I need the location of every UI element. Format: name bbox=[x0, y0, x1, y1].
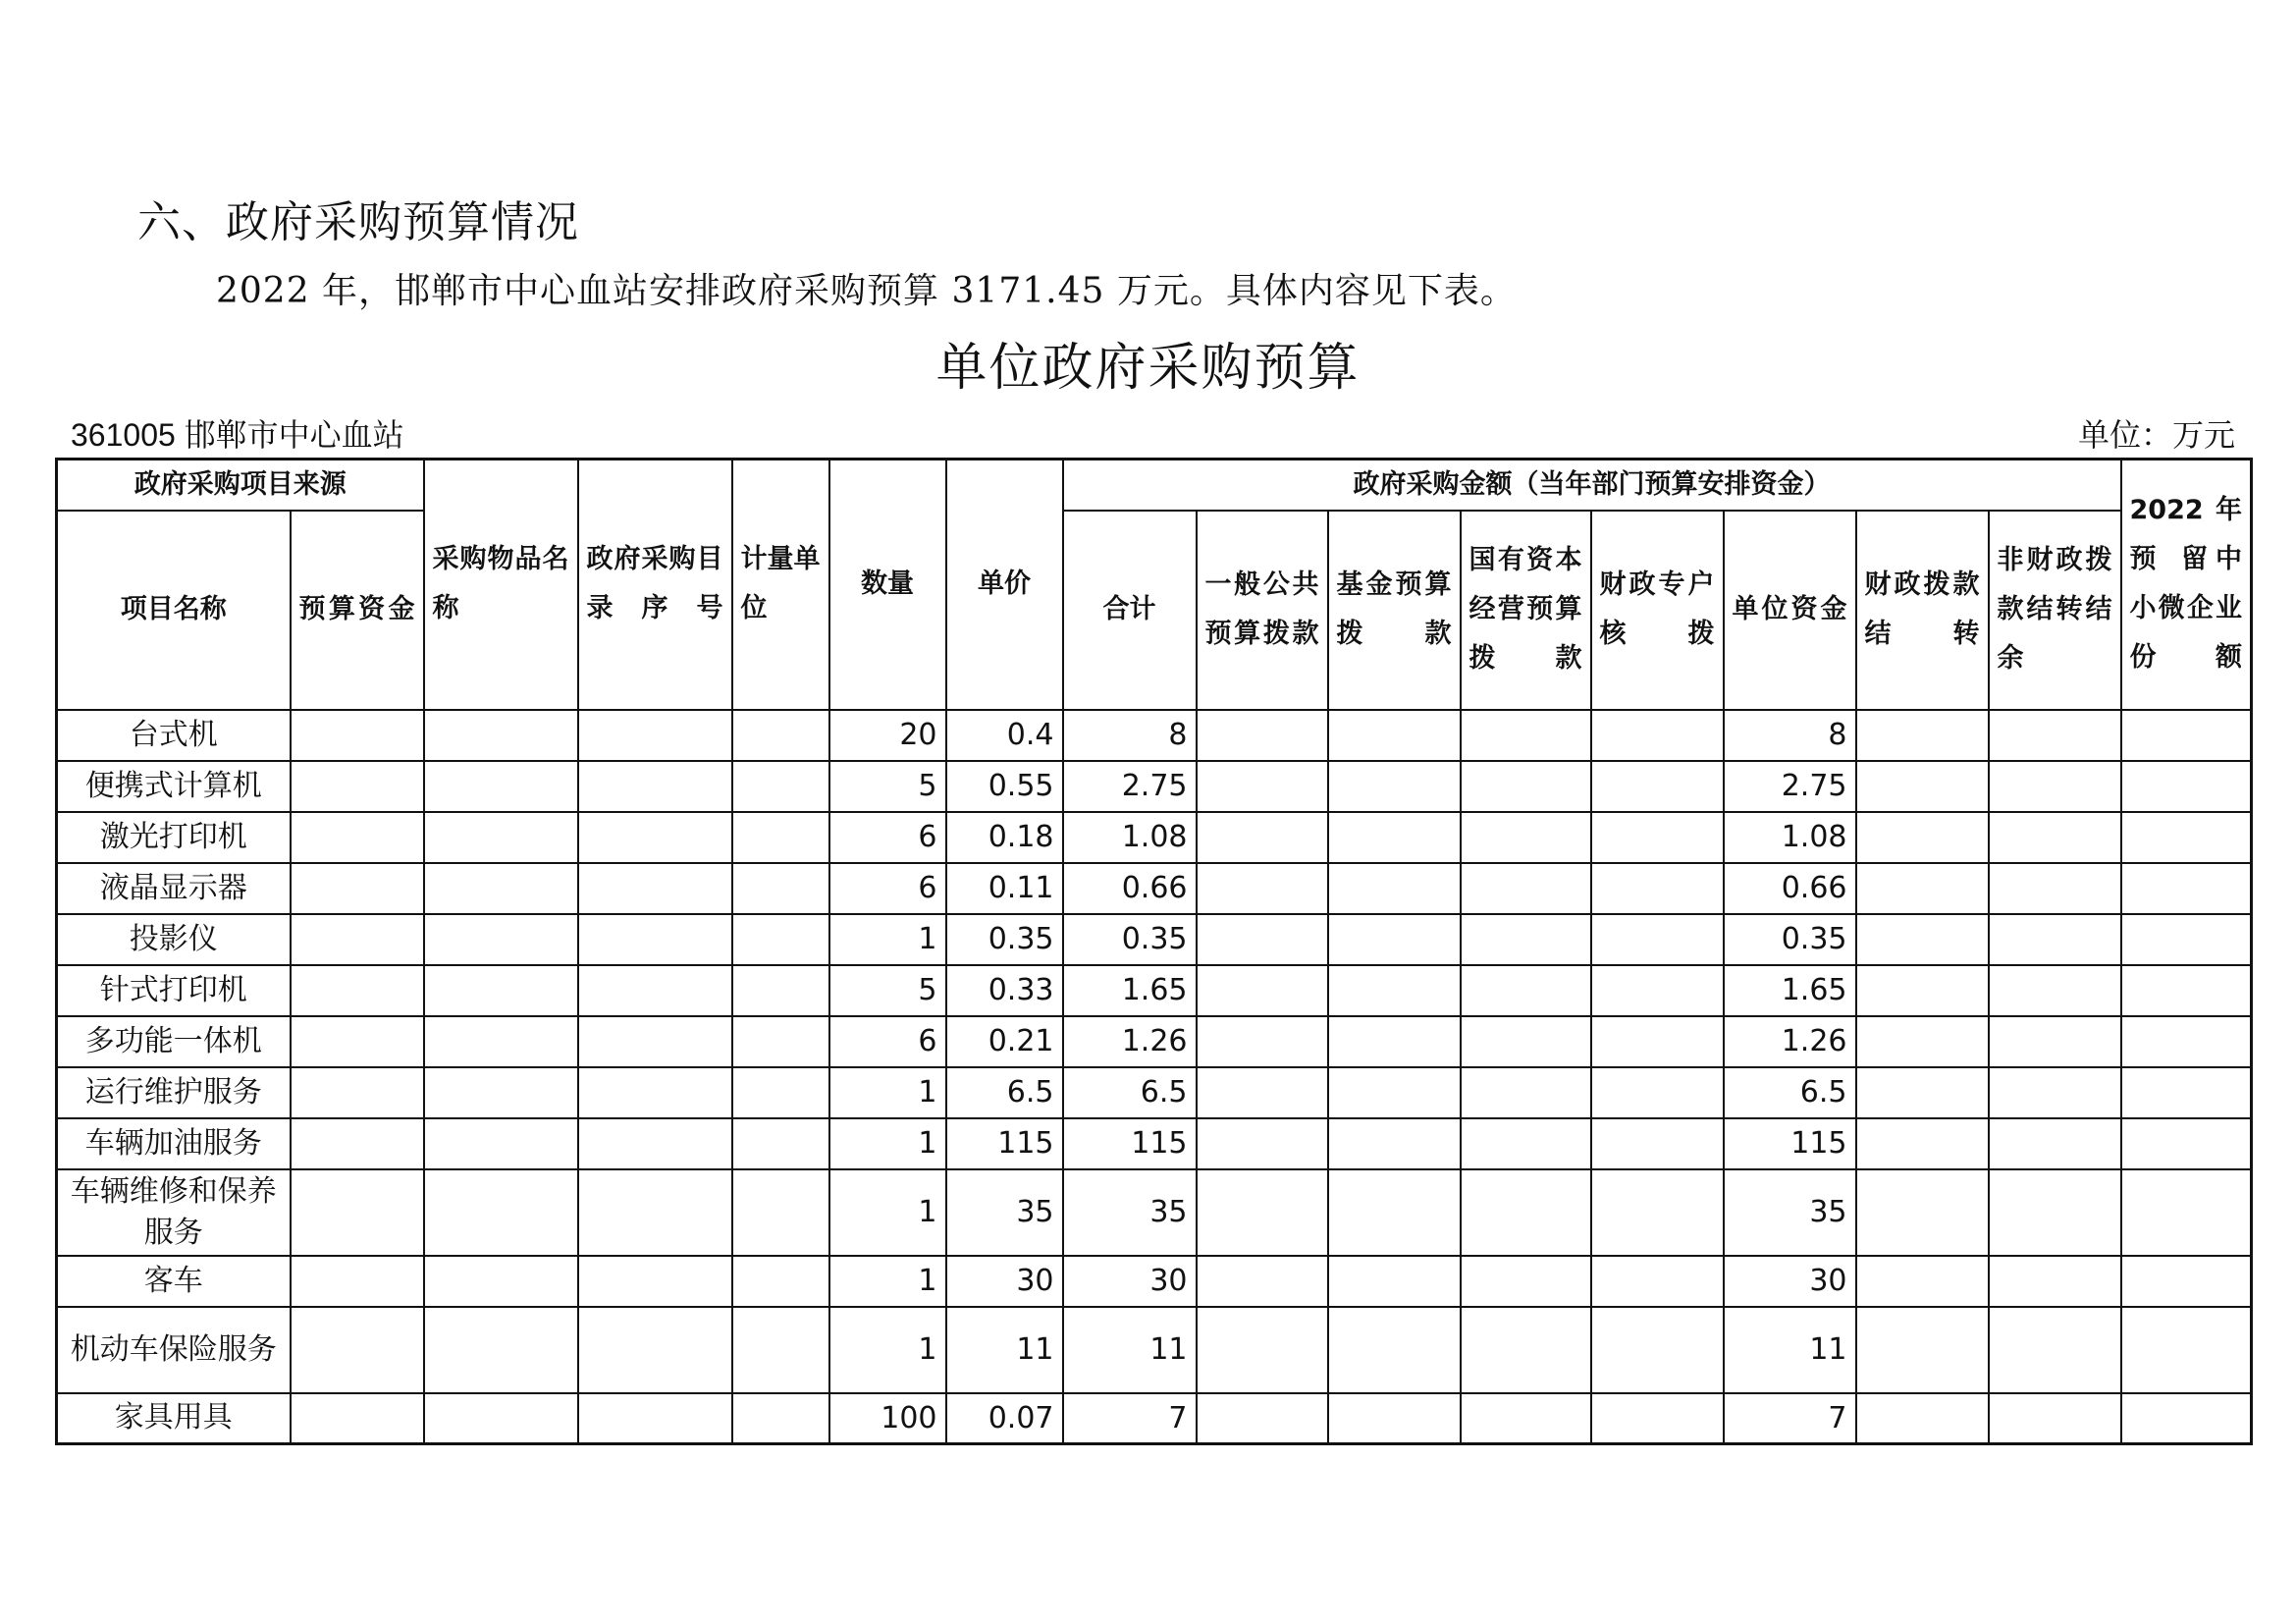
row-total: 0.66 bbox=[1063, 863, 1197, 914]
row-project-name: 台式机 bbox=[57, 710, 291, 761]
row-total: 1.08 bbox=[1063, 812, 1197, 863]
row-project-name: 多功能一体机 bbox=[57, 1016, 291, 1067]
header-general-public: 一般公共预算拨款 bbox=[1197, 511, 1328, 710]
header-unit-funds: 单位资金 bbox=[1724, 511, 1856, 710]
intro-text: 2022 年，邯郸市中心血站安排政府采购预算 3171.45 万元。具体内容见下表。 bbox=[216, 271, 1517, 311]
header-total: 合计 bbox=[1063, 511, 1197, 710]
unit-label: 单位：万元 bbox=[2077, 417, 2235, 453]
row-unit-price: 6.5 bbox=[946, 1067, 1063, 1118]
header-state-capital: 国有资本经营预算拨款 bbox=[1461, 511, 1591, 710]
row-project-name: 针式打印机 bbox=[57, 965, 291, 1016]
row-unit-funds: 35 bbox=[1724, 1169, 1856, 1256]
row-project-name: 车辆加油服务 bbox=[57, 1118, 291, 1169]
row-unit-price: 35 bbox=[946, 1169, 1063, 1256]
row-unit-funds: 115 bbox=[1724, 1118, 1856, 1169]
row-quantity: 6 bbox=[829, 812, 946, 863]
row-quantity: 1 bbox=[829, 1256, 946, 1307]
row-quantity: 1 bbox=[829, 1307, 946, 1393]
row-unit-funds: 2.75 bbox=[1724, 761, 1856, 812]
row-quantity: 5 bbox=[829, 965, 946, 1016]
row-unit-price: 0.11 bbox=[946, 863, 1063, 914]
section-heading: 六、政府采购预算情况 bbox=[137, 197, 579, 247]
row-total: 7 bbox=[1063, 1393, 1197, 1444]
row-unit-price: 0.18 bbox=[946, 812, 1063, 863]
row-unit-price: 0.07 bbox=[946, 1393, 1063, 1444]
row-total: 8 bbox=[1063, 710, 1197, 761]
row-project-name: 便携式计算机 bbox=[57, 761, 291, 812]
table-row bbox=[57, 1016, 2252, 1067]
row-unit-funds: 7 bbox=[1724, 1393, 1856, 1444]
row-total: 35 bbox=[1063, 1169, 1197, 1256]
table-row bbox=[57, 1393, 2252, 1444]
row-unit-funds: 6.5 bbox=[1724, 1067, 1856, 1118]
row-total: 6.5 bbox=[1063, 1067, 1197, 1118]
procurement-budget-table bbox=[55, 458, 2253, 1445]
row-project-name: 激光打印机 bbox=[57, 812, 291, 863]
header-budget-funds: 预算资金 bbox=[291, 511, 424, 710]
header-measure-unit: 计量单位 bbox=[732, 460, 829, 710]
row-project-name: 机动车保险服务 bbox=[57, 1307, 291, 1393]
row-quantity: 1 bbox=[829, 1118, 946, 1169]
row-unit-funds: 1.65 bbox=[1724, 965, 1856, 1016]
row-total: 2.75 bbox=[1063, 761, 1197, 812]
row-quantity: 5 bbox=[829, 761, 946, 812]
row-unit-price: 0.33 bbox=[946, 965, 1063, 1016]
row-total: 1.26 bbox=[1063, 1016, 1197, 1067]
row-project-name: 液晶显示器 bbox=[57, 863, 291, 914]
row-total: 0.35 bbox=[1063, 914, 1197, 965]
row-quantity: 6 bbox=[829, 1016, 946, 1067]
row-quantity: 1 bbox=[829, 1067, 946, 1118]
table-row bbox=[57, 710, 2252, 761]
row-unit-price: 115 bbox=[946, 1118, 1063, 1169]
row-quantity: 20 bbox=[829, 710, 946, 761]
table-row bbox=[57, 1067, 2252, 1118]
header-reserved-smb: 2022 年 预 留中小微企业份额 bbox=[2121, 460, 2252, 710]
row-total: 30 bbox=[1063, 1256, 1197, 1307]
row-unit-price: 11 bbox=[946, 1307, 1063, 1393]
row-unit-funds: 30 bbox=[1724, 1256, 1856, 1307]
row-unit-price: 0.55 bbox=[946, 761, 1063, 812]
unit-name: 361005 邯郸市中心血站 bbox=[71, 417, 404, 453]
row-unit-price: 30 bbox=[946, 1256, 1063, 1307]
header-catalog-no: 政府采购目录序号 bbox=[578, 460, 732, 710]
header-project-name: 项目名称 bbox=[57, 511, 291, 710]
table-row bbox=[57, 1169, 2252, 1256]
row-unit-funds: 8 bbox=[1724, 710, 1856, 761]
row-quantity: 100 bbox=[829, 1393, 946, 1444]
header-fund-budget: 基金预算拨款 bbox=[1328, 511, 1461, 710]
row-total: 11 bbox=[1063, 1307, 1197, 1393]
header-quantity: 数量 bbox=[829, 460, 946, 710]
row-unit-funds: 0.35 bbox=[1724, 914, 1856, 965]
row-project-name: 投影仪 bbox=[57, 914, 291, 965]
table-row bbox=[57, 965, 2252, 1016]
row-quantity: 1 bbox=[829, 1169, 946, 1256]
header-amount-group: 政府采购金额（当年部门预算安排资金） bbox=[1063, 460, 2121, 511]
table-row bbox=[57, 1256, 2252, 1307]
row-unit-funds: 1.26 bbox=[1724, 1016, 1856, 1067]
row-unit-funds: 11 bbox=[1724, 1307, 1856, 1393]
header-fiscal-carryover: 财政拨款结转 bbox=[1856, 511, 1989, 710]
row-unit-funds: 0.66 bbox=[1724, 863, 1856, 914]
row-unit-funds: 1.08 bbox=[1724, 812, 1856, 863]
header-nonfiscal-carryover: 非财政拨款结转结余 bbox=[1989, 511, 2121, 710]
table-row bbox=[57, 1307, 2252, 1393]
table-row bbox=[57, 1118, 2252, 1169]
table-row bbox=[57, 761, 2252, 812]
row-project-name: 家具用具 bbox=[57, 1393, 291, 1444]
table-title: 单位政府采购预算 bbox=[935, 339, 1361, 398]
row-project-name: 运行维护服务 bbox=[57, 1067, 291, 1118]
header-unit-price: 单价 bbox=[946, 460, 1063, 710]
table-row bbox=[57, 812, 2252, 863]
row-total: 115 bbox=[1063, 1118, 1197, 1169]
header-source-group: 政府采购项目来源 bbox=[57, 460, 424, 511]
row-quantity: 6 bbox=[829, 863, 946, 914]
table-row bbox=[57, 914, 2252, 965]
row-unit-price: 0.21 bbox=[946, 1016, 1063, 1067]
row-quantity: 1 bbox=[829, 914, 946, 965]
row-project-name: 车辆维修和保养服务 bbox=[57, 1169, 291, 1256]
header-special-account: 财政专户核拨 bbox=[1591, 511, 1724, 710]
row-unit-price: 0.35 bbox=[946, 914, 1063, 965]
row-project-name: 客车 bbox=[57, 1256, 291, 1307]
row-unit-price: 0.4 bbox=[946, 710, 1063, 761]
table-row bbox=[57, 863, 2252, 914]
row-total: 1.65 bbox=[1063, 965, 1197, 1016]
header-item-name: 采购物品名称 bbox=[424, 460, 578, 710]
